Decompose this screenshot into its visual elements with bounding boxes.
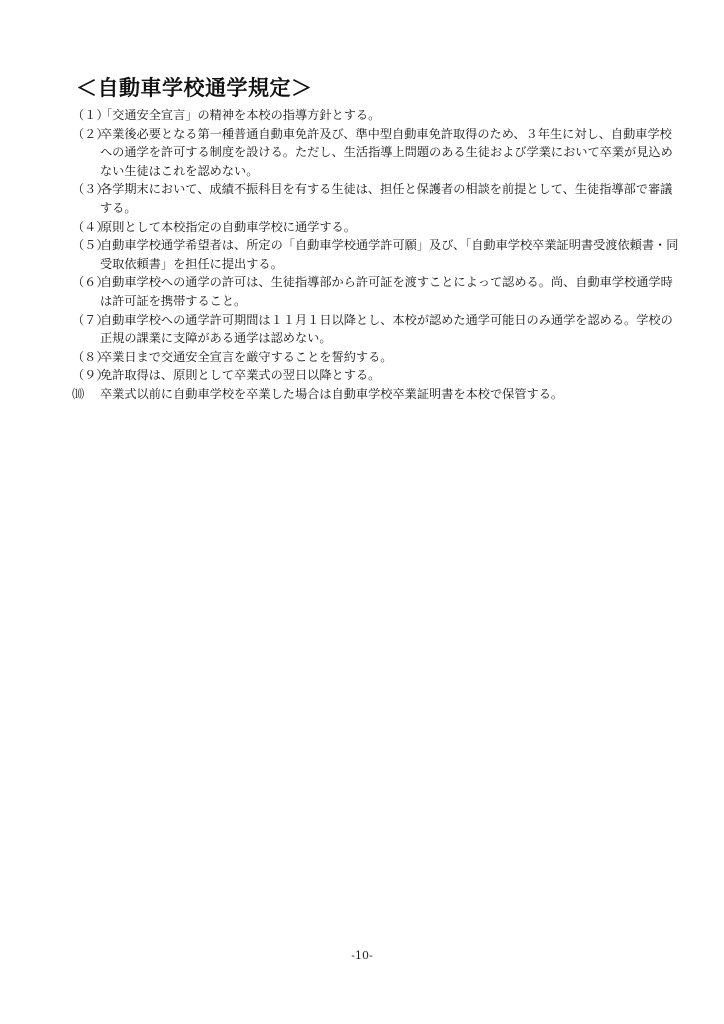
- rule-item: [72, 180, 684, 217]
- rule-text: 自動車学校への通学の許可は、生徒指導部から許可証を渡すことによって認める。尚、自動車学校通学時は許可証を携帯すること。: [100, 275, 673, 308]
- rule-number: （５）: [72, 238, 109, 253]
- rule-text: 原則として本校指定の自動車学校に通学する。: [100, 219, 356, 234]
- rule-text: 自動車学校通学希望者は、所定の「自動車学校通学許可願」及び、「自動車学校卒業証明書受渡依頼書・同受取依頼書」を担任に提出する。: [100, 238, 679, 271]
- rule-number: （１）: [72, 108, 109, 122]
- rules-list: [72, 106, 684, 404]
- rule-text: 自動車学校への通学許可期間は１１月１日以降とし、本校が認めた通学可能日のみ通学を認める。学校の正規の課業に支障がある通学は認めない。: [100, 312, 673, 346]
- rule-number: （６）: [72, 275, 109, 290]
- rule-number: ⑽: [72, 386, 85, 401]
- rule-item: [72, 366, 684, 385]
- rule-item: [72, 385, 684, 404]
- rule-text: 卒業後必要となる第一種普通自動車免許及び、準中型自動車免許取得のため、３年生に対し、自動車学校への通学を許可する制度を設ける。ただし、生活指導上問題のある生徒および学業において卒業が見込めない生徒はこれを認めない。: [100, 126, 673, 178]
- rule-text: 卒業日まで交通安全宣言を厳守することを誓約する。: [100, 349, 393, 364]
- document-title: ＜自動車学校通学規定＞: [76, 76, 313, 100]
- rule-number: （８）: [72, 349, 109, 364]
- rule-number: （４）: [72, 219, 109, 234]
- rule-text: 各学期末において、成績不振科目を有する生徒は、担任と保護者の相談を前提として、生徒指導部で審議する。: [100, 182, 673, 215]
- rule-item: [72, 311, 684, 348]
- rule-item: [72, 273, 684, 310]
- rule-text: 免許取得は、原則として卒業式の翌日以降とする。: [100, 368, 381, 383]
- rule-item: [72, 218, 684, 237]
- rule-text: 卒業式以前に自動車学校を卒業した場合は自動車学校卒業証明書を本校で保管する。: [100, 386, 564, 401]
- page-number: -10-: [351, 949, 373, 962]
- rule-number: （７）: [72, 312, 109, 327]
- rule-item: [72, 106, 684, 125]
- rule-number: （２）: [72, 126, 109, 141]
- rule-number: （３）: [72, 182, 109, 197]
- rule-number: （９）: [72, 368, 109, 383]
- rule-item: [72, 125, 684, 181]
- rule-item: [72, 236, 684, 273]
- rule-item: [72, 348, 684, 367]
- rule-text: 「交通安全宣言」の精神を本校の指導方針とする。: [100, 108, 381, 122]
